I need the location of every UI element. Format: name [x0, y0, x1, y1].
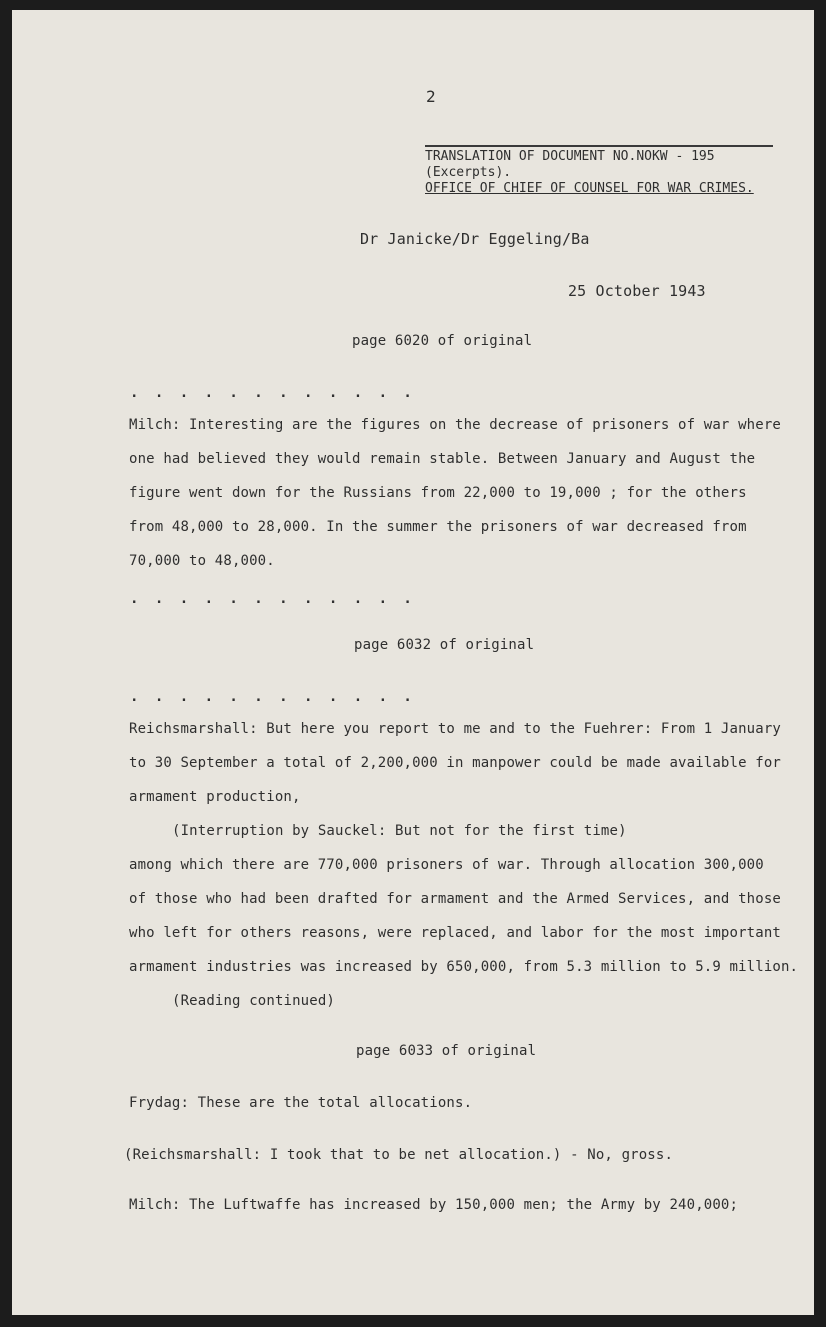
paragraph-line: among which there are 770,000 prisoners of war. Through allocation 300,000 — [129, 857, 764, 873]
header-office-line: OFFICE OF CHIEF OF COUNSEL FOR WAR CRIMES. — [425, 181, 754, 196]
paragraph-line: Milch: Interesting are the figures on the decrease of prisoners of war where — [129, 417, 781, 433]
section-heading-6032: page 6032 of original — [354, 637, 535, 653]
interruption-line: (Interruption by Sauckel: But not for the first time) — [172, 823, 627, 839]
page-number: 2 — [426, 87, 436, 106]
reference-line: Dr Janicke/Dr Eggeling/Ba — [360, 230, 590, 248]
section-heading-6020: page 6020 of original — [352, 333, 533, 349]
frydag-line: Frydag: These are the total allocations. — [129, 1095, 473, 1111]
section-heading-6033: page 6033 of original — [356, 1043, 537, 1059]
paragraph-line: armament production, — [129, 789, 301, 805]
document-page — [12, 10, 814, 1315]
translation-header — [425, 145, 773, 197]
paragraph-line: one had believed they would remain stable. Between January and August the — [129, 451, 756, 467]
ellipsis-row: . . . . . . . . . . . . — [130, 591, 416, 607]
paragraph-line: 70,000 to 48,000. — [129, 553, 275, 569]
reichsmarshall-note-line: (Reichsmarshall: I took that to be net allocation.) - No, gross. — [124, 1147, 674, 1163]
date-line: 25 October 1943 — [568, 282, 706, 300]
paragraph-line: to 30 September a total of 2,200,000 in manpower could be made available for — [129, 755, 781, 771]
header-document-line: TRANSLATION OF DOCUMENT NO.NOKW - 195 — [425, 149, 715, 164]
paragraph-line: who left for others reasons, were replaced, and labor for the most important — [129, 925, 781, 941]
milch-line: Milch: The Luftwaffe has increased by 150,000 men; the Army by 240,000; — [129, 1197, 739, 1213]
header-excerpts-line: (Excerpts). — [425, 165, 512, 180]
paragraph-line: Reichsmarshall: But here you report to me and to the Fuehrer: From 1 January — [129, 721, 781, 737]
paragraph-line: of those who had been drafted for armament and the Armed Services, and those — [129, 891, 781, 907]
paragraph-line: from 48,000 to 28,000. In the summer the prisoners of war decreased from — [129, 519, 747, 535]
reading-continued-line: (Reading continued) — [172, 993, 335, 1009]
ellipsis-row: . . . . . . . . . . . . — [130, 385, 416, 401]
paragraph-line: figure went down for the Russians from 22,000 to 19,000 ; for the others — [129, 485, 747, 501]
ellipsis-row: . . . . . . . . . . . . — [130, 689, 416, 705]
paragraph-line: armament industries was increased by 650,000, from 5.3 million to 5.9 million. — [129, 959, 799, 975]
